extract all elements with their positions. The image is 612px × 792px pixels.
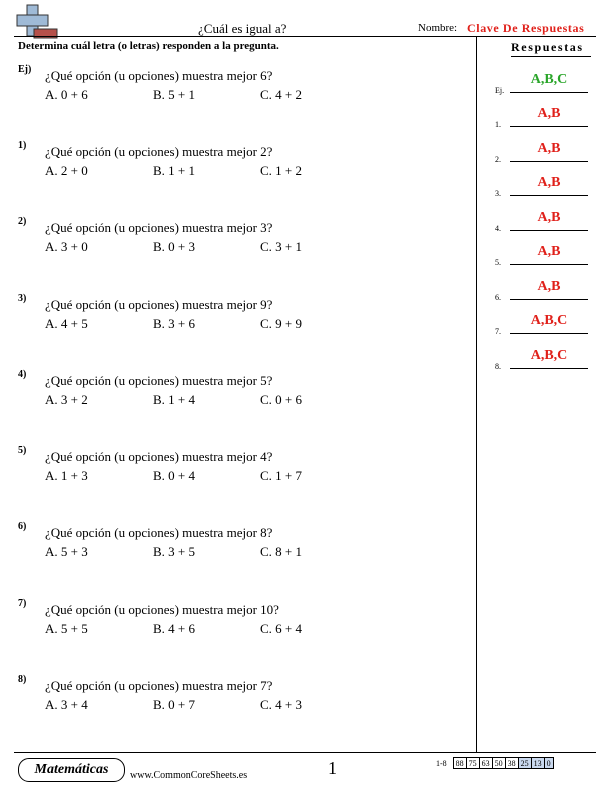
answer-line [510, 195, 588, 196]
score-cell: 38 [505, 758, 518, 769]
option-c: C. 1 + 2 [260, 163, 303, 178]
question-8 [18, 674, 458, 714]
option-a: A. 3 + 2 [45, 392, 88, 407]
question-number: 2) [18, 216, 27, 227]
answer-line [510, 230, 588, 231]
option-b: B. 1 + 1 [153, 163, 196, 178]
option-b: B. 1 + 4 [153, 392, 196, 407]
question-text: ¿Qué opción (u opciones) muestra mejor 9? [45, 297, 273, 312]
instructions: Determina cuál letra (o letras) responden a la pregunta. [18, 40, 279, 52]
answer-value: A,B [537, 279, 561, 294]
answer-number: 8. [495, 362, 501, 371]
option-a: A. 2 + 0 [45, 163, 88, 178]
question-6 [18, 521, 458, 561]
answer-number: Ej. [495, 86, 505, 95]
name-label: Nombre: [418, 22, 458, 34]
answers-heading: Respuestas [511, 40, 584, 54]
answer-row-8 [495, 348, 595, 382]
answers-heading-rule [511, 56, 591, 57]
page-number: 1 [328, 758, 337, 778]
question-example [18, 64, 458, 104]
score-cell: 13 [531, 758, 544, 769]
option-c: C. 9 + 9 [260, 316, 303, 331]
answer-number: 3. [495, 189, 501, 198]
option-b: B. 5 + 1 [153, 87, 196, 102]
question-7 [18, 598, 458, 638]
answer-row-example [495, 72, 595, 106]
header-rule [14, 36, 596, 37]
answer-value: A,B,C [530, 313, 568, 328]
option-c: C. 0 + 6 [260, 392, 303, 407]
answer-line [510, 264, 588, 265]
answer-value: A,B [537, 244, 561, 259]
option-a: A. 3 + 4 [45, 697, 88, 712]
answer-value: A,B,C [530, 348, 568, 363]
answer-row-6 [495, 279, 595, 313]
question-4 [18, 369, 458, 409]
question-3 [18, 293, 458, 333]
question-number: 7) [18, 598, 27, 609]
answer-line [510, 126, 588, 127]
answer-line [510, 333, 588, 334]
answer-value: A,B [537, 141, 561, 156]
option-a: A. 5 + 3 [45, 544, 88, 559]
option-b: B. 3 + 6 [153, 316, 196, 331]
brand-badge: Matemáticas [18, 758, 125, 782]
answer-value: A,B,C [530, 72, 568, 87]
option-a: A. 4 + 5 [45, 316, 88, 331]
score-cell: 50 [492, 758, 505, 769]
answer-column-divider [476, 37, 477, 752]
option-c: C. 1 + 7 [260, 468, 303, 483]
name-value: Clave De Respuestas [467, 21, 585, 35]
option-b: B. 0 + 3 [153, 239, 196, 254]
question-2 [18, 216, 458, 256]
answer-line [510, 368, 588, 369]
answer-number: 7. [495, 327, 501, 336]
question-number: 1) [18, 140, 27, 151]
score-table [434, 757, 554, 769]
score-cell: 75 [466, 758, 479, 769]
option-c: C. 3 + 1 [260, 239, 303, 254]
question-text: ¿Qué opción (u opciones) muestra mejor 6? [45, 68, 273, 83]
option-b: B. 0 + 4 [153, 468, 196, 483]
question-number: 5) [18, 445, 27, 456]
score-cell: 0 [544, 758, 553, 769]
option-c: C. 8 + 1 [260, 544, 303, 559]
answer-row-4 [495, 210, 595, 244]
answer-row-2 [495, 141, 595, 175]
worksheet-title: ¿Cuál es igual a? [198, 21, 287, 36]
answer-value: A,B [537, 175, 561, 190]
score-cell: 63 [479, 758, 492, 769]
answer-value: A,B [537, 106, 561, 121]
answer-row-5 [495, 244, 595, 278]
question-text: ¿Qué opción (u opciones) muestra mejor 4? [45, 449, 273, 464]
option-b: B. 0 + 7 [153, 697, 196, 712]
question-text: ¿Qué opción (u opciones) muestra mejor 2? [45, 144, 273, 159]
option-c: C. 4 + 3 [260, 697, 303, 712]
question-number: 4) [18, 369, 27, 380]
question-text: ¿Qué opción (u opciones) muestra mejor 8? [45, 525, 273, 540]
option-a: A. 3 + 0 [45, 239, 88, 254]
question-text: ¿Qué opción (u opciones) muestra mejor 7? [45, 678, 273, 693]
answer-number: 2. [495, 155, 501, 164]
answer-number: 5. [495, 258, 501, 267]
answer-row-3 [495, 175, 595, 209]
question-1 [18, 140, 458, 180]
question-number: 6) [18, 521, 27, 532]
footer-rule [14, 752, 596, 753]
question-number: Ej) [18, 64, 32, 75]
answer-number: 6. [495, 293, 501, 302]
answer-line [510, 92, 588, 93]
option-b: B. 4 + 6 [153, 621, 196, 636]
question-text: ¿Qué opción (u opciones) muestra mejor 3? [45, 220, 273, 235]
website-link[interactable]: www.CommonCoreSheets.es [130, 770, 248, 781]
answer-row-1 [495, 106, 595, 140]
answer-line [510, 161, 588, 162]
answer-row-7 [495, 313, 595, 347]
question-number: 3) [18, 293, 27, 304]
question-text: ¿Qué opción (u opciones) muestra mejor 5? [45, 373, 273, 388]
answer-line [510, 299, 588, 300]
score-range: 1-8 [436, 758, 447, 768]
score-cell: 88 [453, 758, 466, 769]
score-cell: 25 [518, 758, 531, 769]
question-number: 8) [18, 674, 27, 685]
option-a: A. 1 + 3 [45, 468, 88, 483]
option-a: A. 0 + 6 [45, 87, 88, 102]
question-text: ¿Qué opción (u opciones) muestra mejor 10? [45, 602, 279, 617]
answer-number: 1. [495, 120, 501, 129]
answer-number: 4. [495, 224, 501, 233]
option-b: B. 3 + 5 [153, 544, 196, 559]
answer-value: A,B [537, 210, 561, 225]
option-a: A. 5 + 5 [45, 621, 88, 636]
option-c: C. 6 + 4 [260, 621, 303, 636]
option-c: C. 4 + 2 [260, 87, 303, 102]
question-5 [18, 445, 458, 485]
plus-minus-logo-icon [14, 4, 58, 40]
